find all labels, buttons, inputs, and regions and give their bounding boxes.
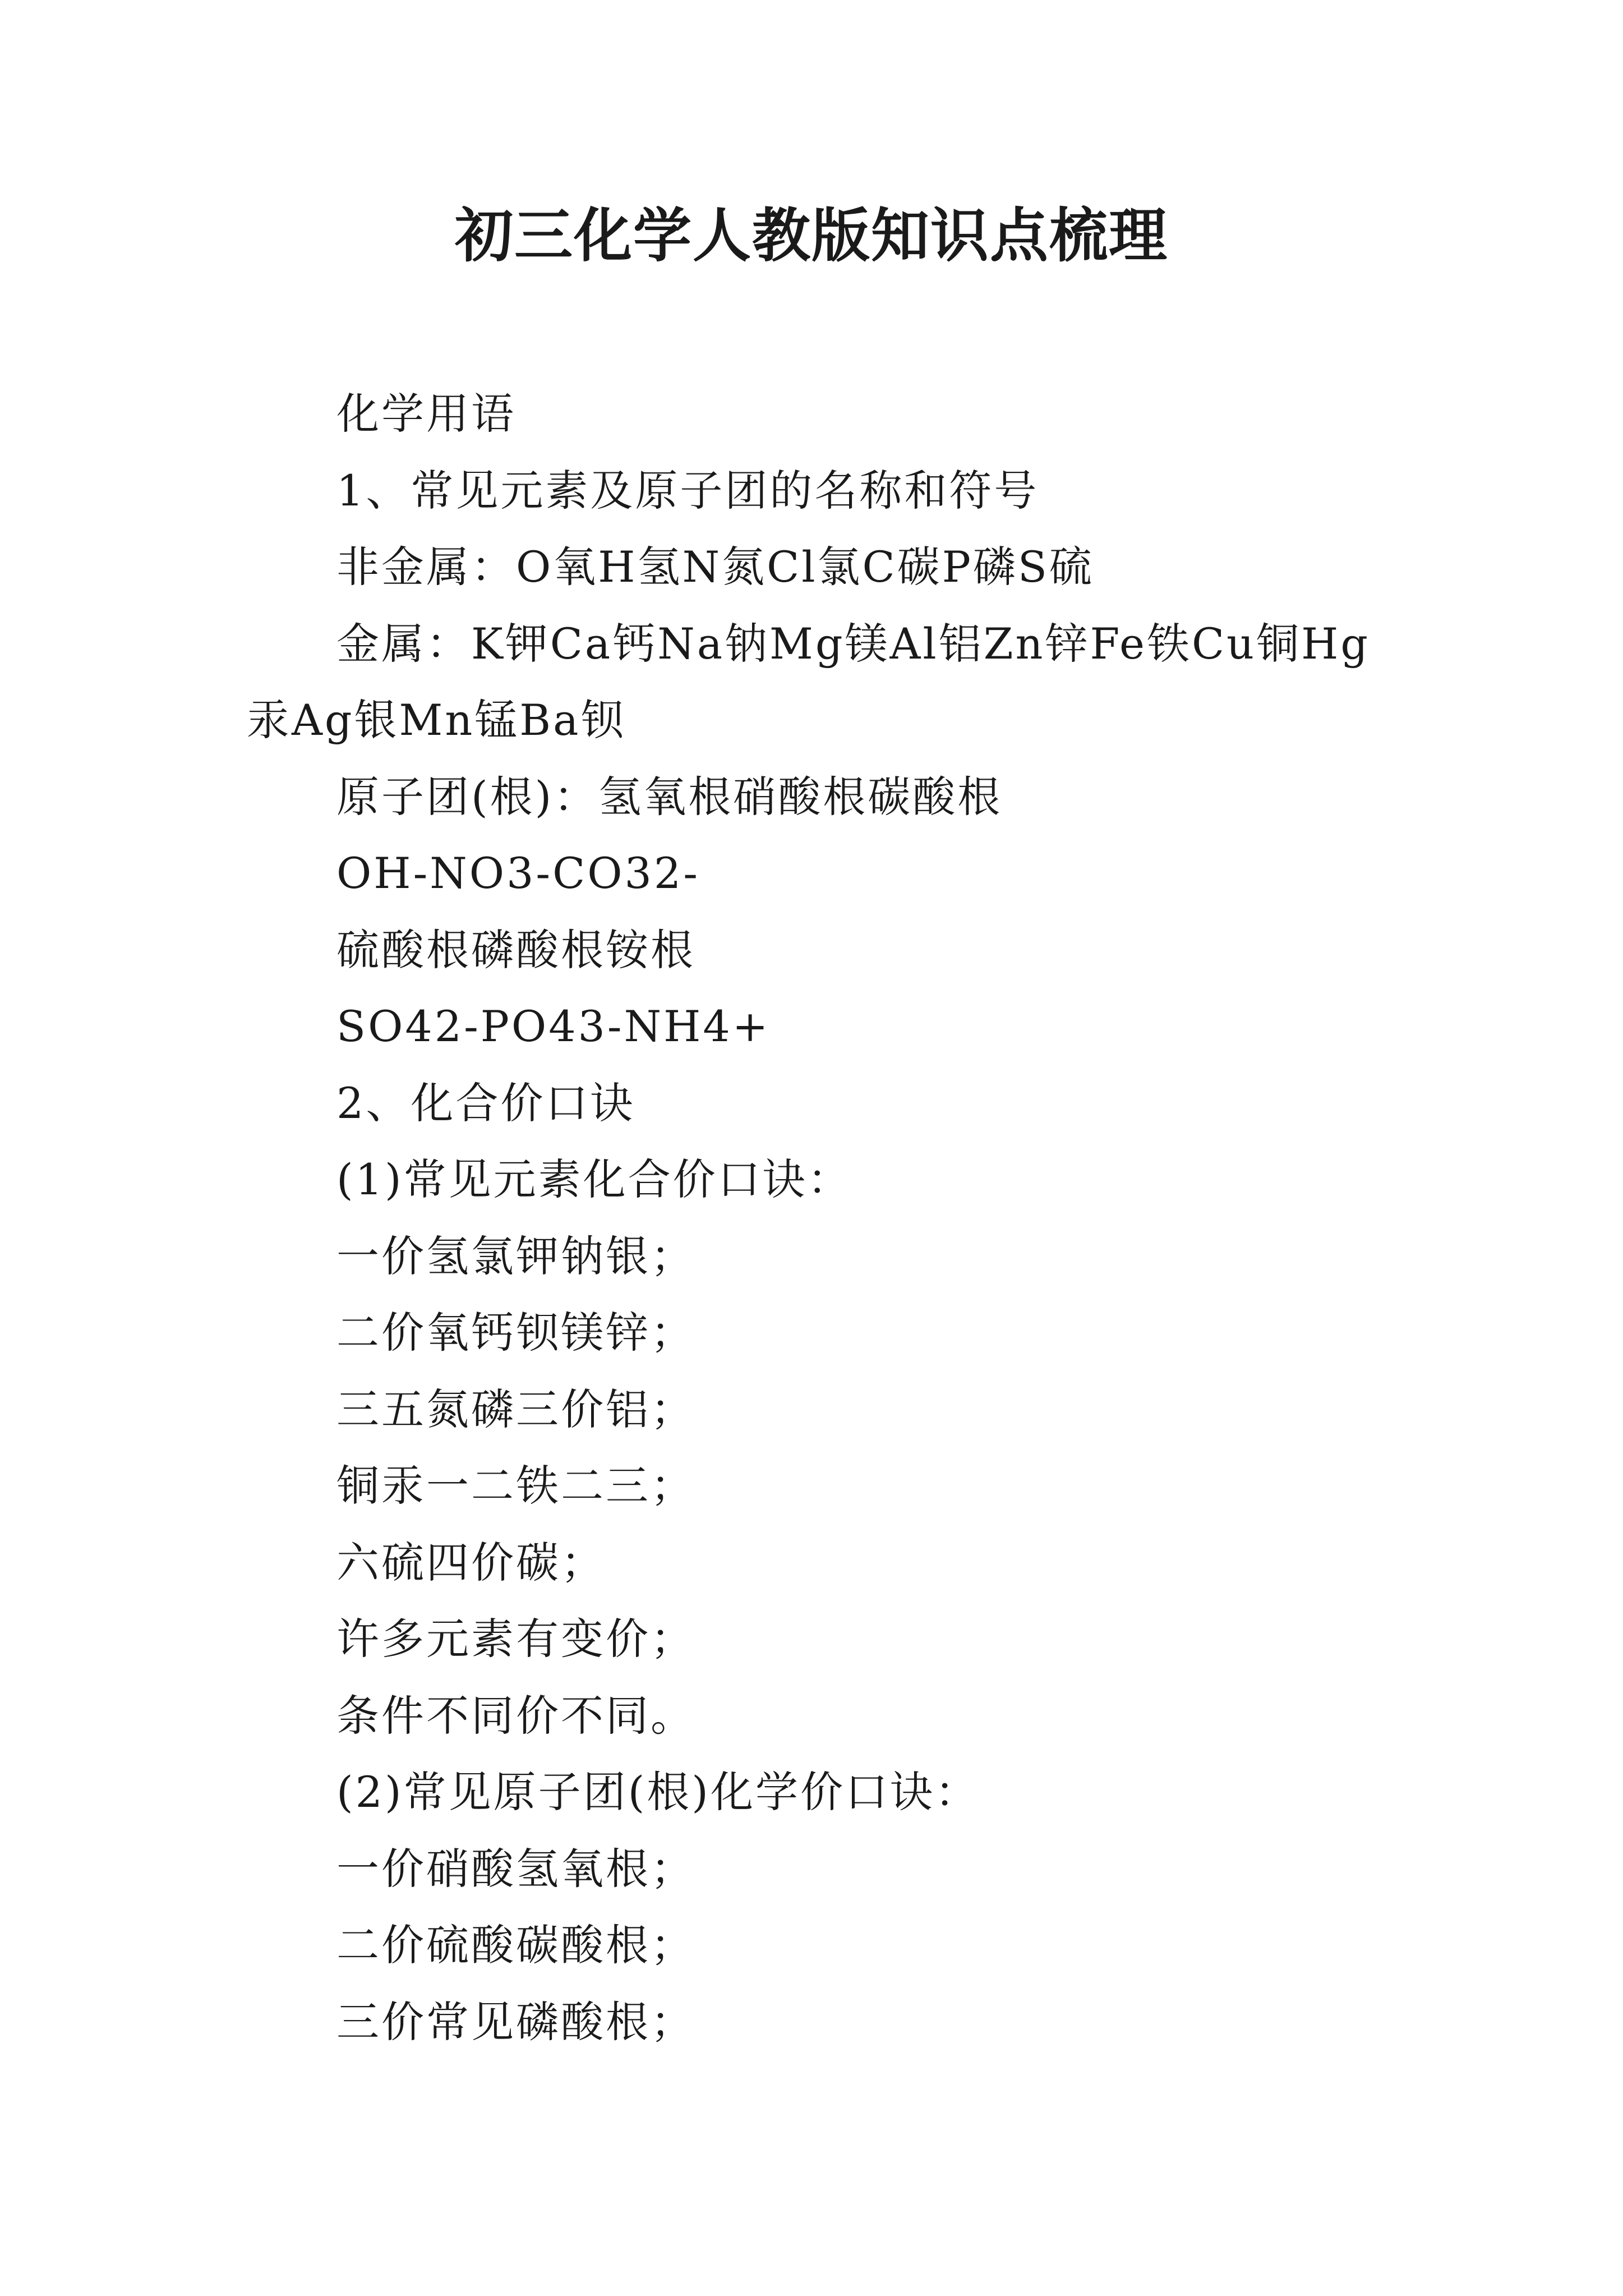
paragraph: 二价硫酸碳酸根； bbox=[336, 1920, 695, 1970]
document-body bbox=[247, 376, 1380, 2060]
paragraph: 铜汞一二铁二三； bbox=[336, 1461, 695, 1511]
paragraph: (2)常见原子团(根)化学价口诀： bbox=[336, 1767, 980, 1817]
paragraph: 许多元素有变价； bbox=[336, 1614, 695, 1664]
paragraph: 1、常见元素及原子团的名称和符号 bbox=[336, 465, 1039, 516]
paragraph: 六硫四价碳； bbox=[336, 1537, 606, 1588]
paragraph: 一价氢氯钾钠银； bbox=[336, 1231, 695, 1281]
paragraph: 非金属：O氧H氢N氮Cl氯C碳P磷S硫 bbox=[336, 542, 1094, 592]
paragraph: SO42-PO43-NH4+ bbox=[336, 1001, 771, 1051]
paragraph: 金属：K钾Ca钙Na钠Mg镁Al铝Zn锌Fe铁Cu铜Hg汞Ag银Mn锰Ba钡 bbox=[247, 618, 1371, 745]
paragraph: OH-NO3-CO32- bbox=[336, 848, 700, 898]
paragraph: 一价硝酸氢氧根； bbox=[336, 1843, 695, 1894]
paragraph: (1)常见元素化合价口诀： bbox=[336, 1154, 852, 1204]
paragraph: 二价氧钙钡镁锌； bbox=[336, 1308, 695, 1358]
document-title: 初三化学人教版知识点梳理 bbox=[454, 201, 1168, 270]
paragraph: 三五氮磷三价铝； bbox=[336, 1384, 695, 1434]
paragraph-section-heading: 化学用语 bbox=[336, 389, 516, 439]
paragraph: 2、化合价口诀 bbox=[336, 1078, 635, 1128]
paragraph: 条件不同价不同。 bbox=[336, 1690, 695, 1741]
paragraph: 三价常见磷酸根； bbox=[336, 1996, 695, 2047]
paragraph: 原子团(根)：氢氧根硝酸根碳酸根 bbox=[336, 771, 1003, 822]
paragraph: 硫酸根磷酸根铵根 bbox=[336, 924, 695, 975]
